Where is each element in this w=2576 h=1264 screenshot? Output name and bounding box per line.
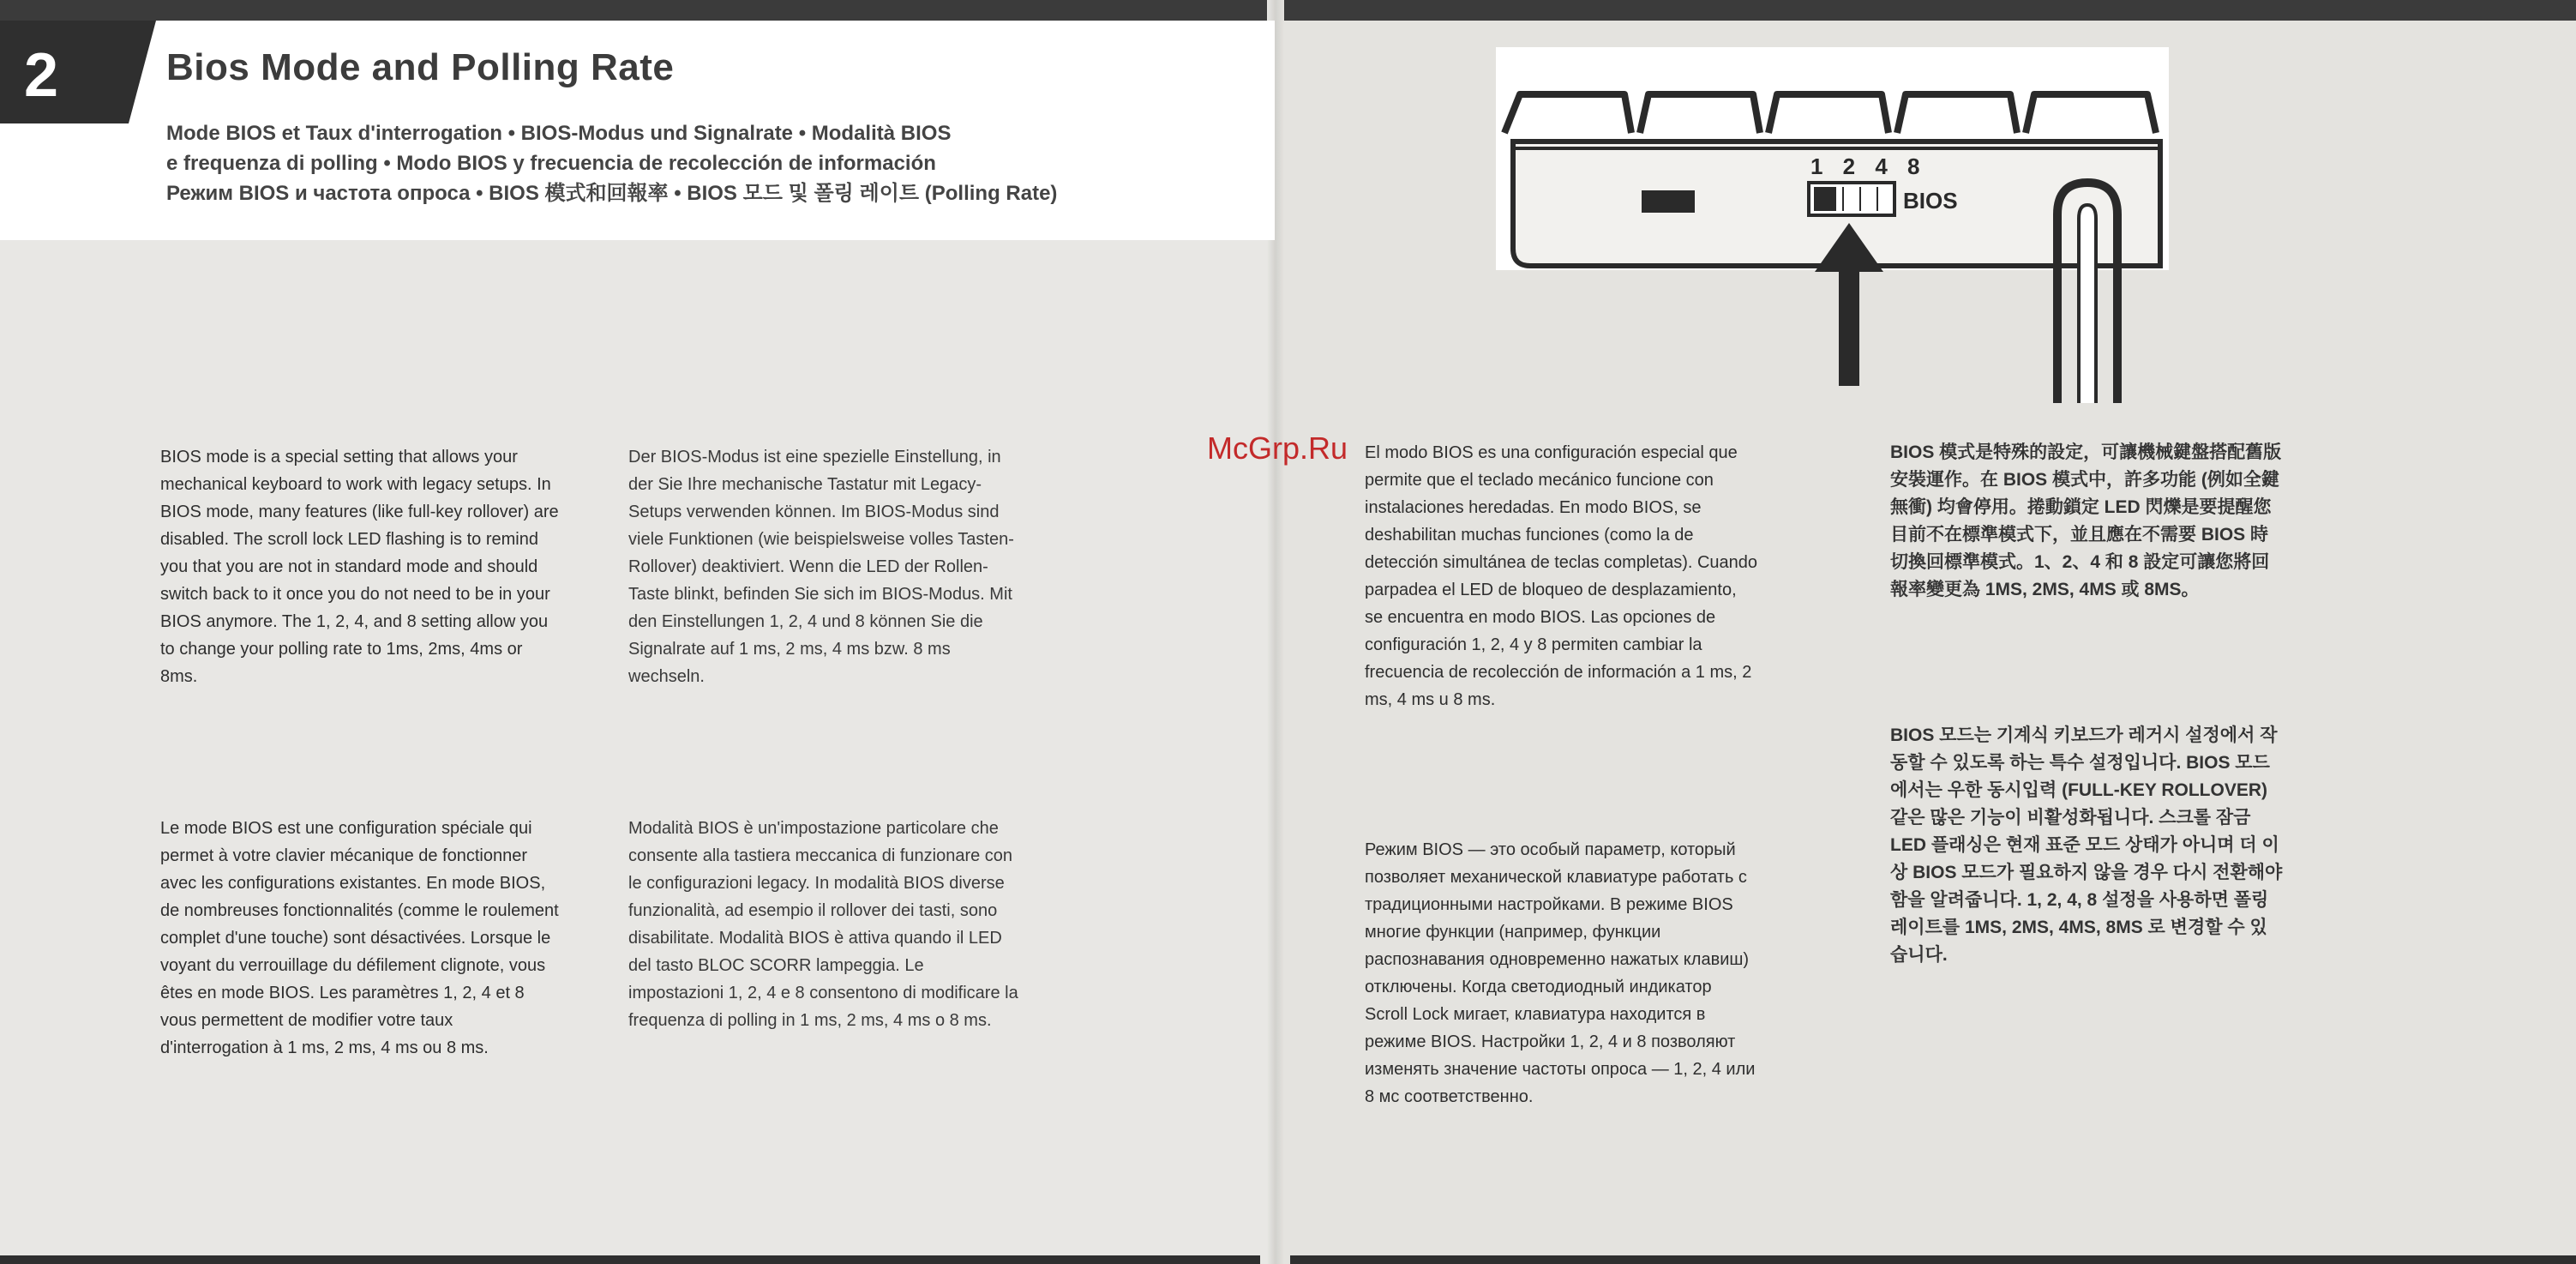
section-number: 2 (24, 41, 59, 110)
paragraph-italian: Modalità BIOS è un'impostazione particolare che consente alla tastiera meccanica di funzionare con le configurazioni legacy. In modalità BIOS diverse funzionalità, ad esempio il rollover dei tasti, sono disabilitate. Modalità BIOS è attiva quando il LED del tasto BLOC SCORR lampeggia. Le impostazioni 1, 2, 4 e 8 consentono di modificare la frequenza di polling in 1 ms, 2 ms, 4 ms o 8 ms. (628, 819, 1018, 1030)
page-subtitle (166, 118, 1057, 208)
subtitle-line-1: Mode BIOS et Taux d'interrogation • BIOS-Modus und Signalrate • Modalità BIOS (166, 122, 952, 145)
paragraph-chinese: BIOS 模式是特殊的設定，可讓機械鍵盤搭配舊版安裝運作。在 BIOS 模式中，許多功能 (例如全鍵無衝) 均會停用。捲動鎖定 LED 閃爍是要提醒您目前不在標準模式下，並且應在不需要 BIOS 時切換回標準模式。1、2、4 和 8 設定可讓您將回報率變更為 1MS, 2MS, 4MS 或 8MS。 (1890, 442, 2282, 599)
paragraph-german: Der BIOS-Modus ist eine spezielle Einstellung, in der Sie Ihre mechanische Tastatur mit Legacy-Setups verwenden können. Im BIOS-Modus sind viele Funktionen (wie beispielsweise volles Tasten-Rollover) deaktiviert. Wenn die LED der Rollen-Taste blinkt, befinden Sie sich im BIOS-Modus. Mit den Einstellungen 1, 2, 4 und 8 können Sie die Signalrate auf 1 ms, 2 ms, 4 ms bzw. 8 ms wechseln. (628, 448, 1014, 686)
paragraph-english: BIOS mode is a special setting that allows your mechanical keyboard to work with legacy setups. In BIOS mode, many features (like full-key rollover) are disabled. The scroll lock LED flashing is to remind you that you are not in standard mode and should switch back to it once you do not need to be in your BIOS anymore. The 1, 2, 4, and 8 setting allow you to change your polling rate to 1ms, 2ms, 4ms or 8ms. (160, 448, 559, 686)
left-top-bar (0, 0, 1275, 21)
right-top-bar (1275, 0, 2576, 21)
watermark-text: McGrp.Ru (1207, 430, 1348, 466)
paragraph-spanish: El modo BIOS es una configuración especial que permite que el teclado mecánico funcione con instalaciones heredadas. En modo BIOS, se deshabilitan muchas funciones (como la de detección simultánea de teclas completas). Cuando parpadea el LED de bloqueo de desplazamiento, se encuentra en modo BIOS. Las opciones de configuración 1, 2, 4 y 8 permiten cambiar la frecuencia de recolección de información a 1 ms, 2 ms, 4 ms u 8 ms. (1365, 443, 1758, 709)
section-number-tab (0, 21, 129, 123)
left-bottom-bar (0, 1255, 1260, 1264)
subtitle-line-2: e frequenza di polling • Modo BIOS y frecuencia de recolección de información (166, 152, 936, 175)
subtitle-line-3: Режим BIOS и частота опроса • BIOS 模式和回報率 • BIOS 모드 및 폴링 레이트 (Polling Rate) (166, 182, 1058, 205)
dip-numbers: 1 2 4 8 (1810, 153, 1927, 179)
keyboard-switch-diagram (1496, 47, 2169, 407)
paragraph-russian: Режим BIOS — это особый параметр, который позволяет механической клавиатуре работать с традиционными настройками. В режиме BIOS многие функции (например, функции распознавания одновременно нажатых клавиш) отключены. Когда светодиодный индикатор Scroll Lock мигает, клавиатура находится в режиме BIOS. Настройки 1, 2, 4 и 8 позволяют изменять значение частоты опроса — 1, 2, 4 или 8 мс соответственно. (1365, 840, 1756, 1106)
paragraph-korean: BIOS 모드는 기계식 키보드가 레거시 설정에서 작동할 수 있도록 하는 특수 설정입니다. BIOS 모드에서는 우한 동시입력 (FULL-KEY ROLLOVER) 같은 많은 기능이 비활성화됩니다. 스크롤 잠금 LED 플래싱은 현재 표준 모드 상태가 아니며 더 이상 BIOS 모드가 필요하지 않을 경우 다시 전환해야 함을 알려줍니다. 1, 2, 4, 8 설정을 사용하면 폴링 레이트를 1MS, 2MS, 4MS, 8MS 로 변경할 수 있습니다. (1890, 725, 2283, 965)
usb-port-icon (1642, 190, 1695, 213)
paragraph-french: Le mode BIOS est une configuration spéciale qui permet à votre clavier mécanique de fonctionner avec les configurations existantes. En mode BIOS, de nombreuses fonctionnalités (comme le roulement complet d'une touche) sont désactivées. Lorsque le voyant du verrouillage du défilement clignote, vous êtes en mode BIOS. Les paramètres 1, 2, 4 et 8 vous permettent de modifier votre taux d'interrogation à 1 ms, 2 ms, 4 ms ou 8 ms. (160, 819, 559, 1057)
right-bottom-bar (1290, 1255, 2576, 1264)
bios-switch-label: BIOS (1903, 188, 1958, 214)
page-title: Bios Mode and Polling Rate (166, 46, 675, 88)
